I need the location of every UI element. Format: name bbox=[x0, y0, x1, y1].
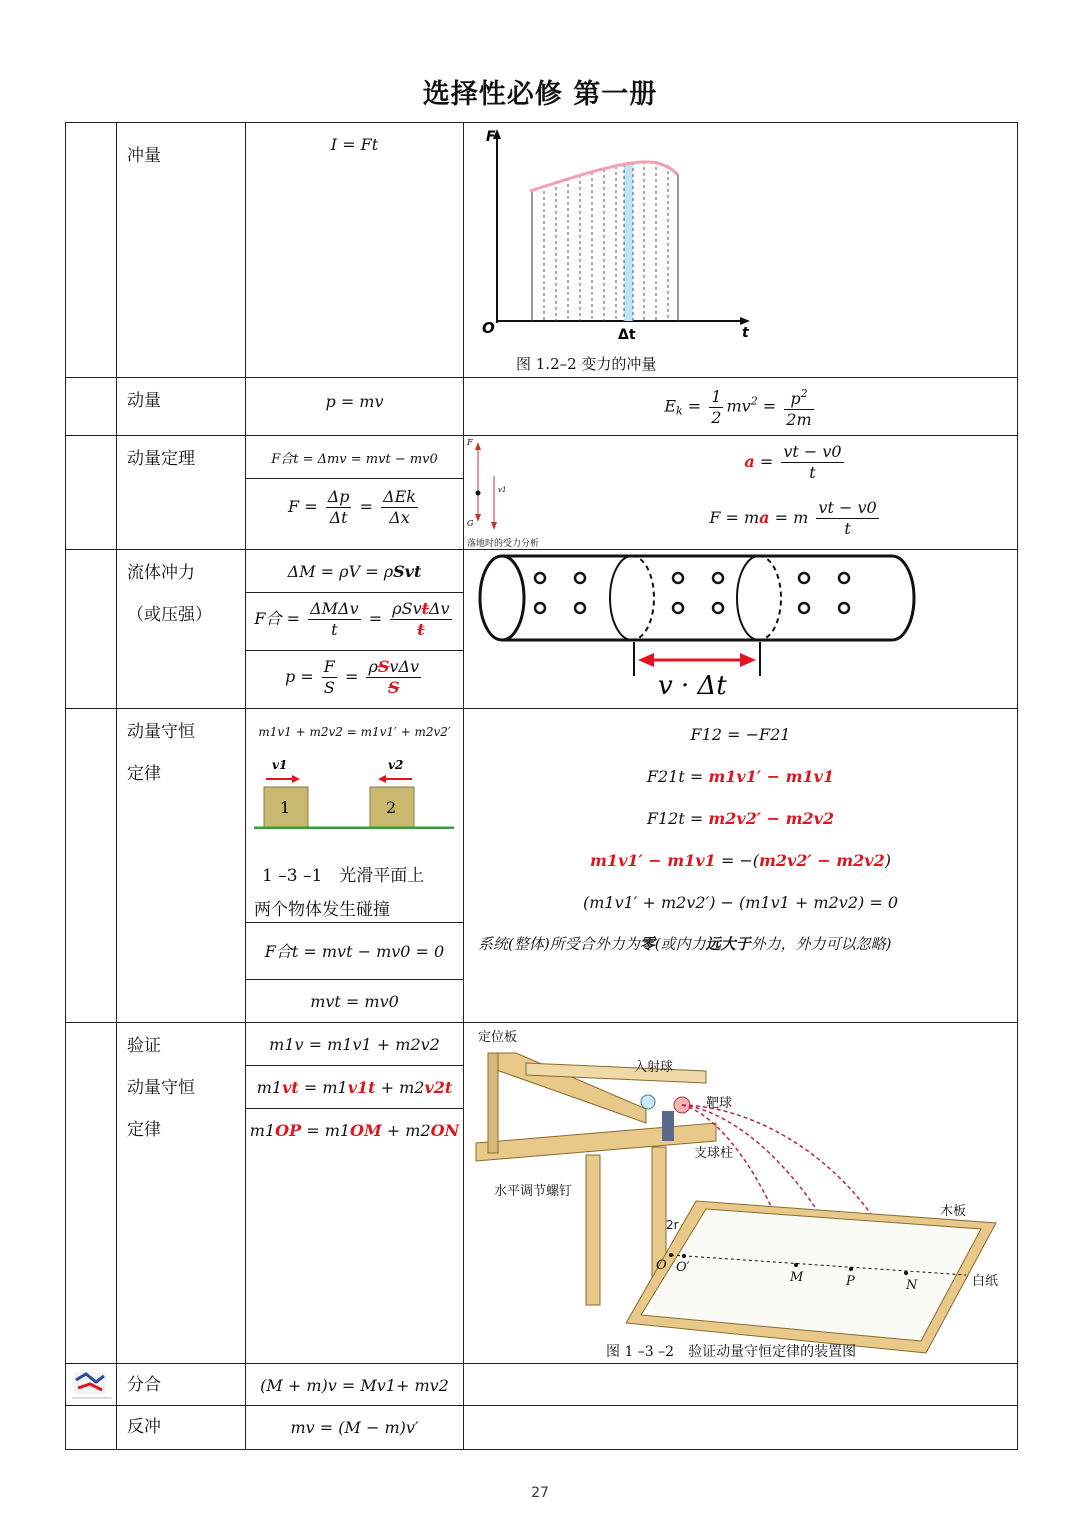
label-point-o-prime: O′ bbox=[676, 1260, 690, 1275]
recoil-empty-cell bbox=[463, 1405, 1018, 1450]
collision-diagram bbox=[254, 749, 454, 829]
axis-t-label: t bbox=[742, 325, 749, 341]
impulse-graph bbox=[472, 123, 772, 379]
fluid-formula1-cell bbox=[245, 549, 464, 593]
conservation-figure-cell bbox=[245, 708, 464, 923]
derivation-line-4: m1v1′ − m1v1 = −(m2v2′ − m2v2) bbox=[590, 851, 891, 870]
fluid-label-cell bbox=[116, 549, 246, 709]
derivation-line-2: F21t = m1v1′ − m1v1 bbox=[646, 767, 835, 786]
derivation-line-5: (m1v1′ + m2v2′) − (m1v1 + m2v2) = 0 bbox=[582, 893, 898, 912]
verify-formula2-cell bbox=[245, 1065, 464, 1109]
fluid-formula3: p = $\frac{F}{S}$ = $\frac{\text{ρSvΔv}}{S}$ bbox=[284, 657, 420, 697]
derivation-line-1: F12 = −F21 bbox=[690, 725, 791, 744]
label-incident-ball: 入射球 bbox=[634, 1060, 674, 1075]
label-point-n: N bbox=[906, 1278, 918, 1293]
v1-label: v1 bbox=[272, 758, 288, 772]
collision-caption-2: 两个物体发生碰撞 bbox=[254, 900, 390, 920]
recoil-formula: mv = (M − m)v′ bbox=[290, 1418, 419, 1437]
pipe-length-label: v · Δt bbox=[658, 671, 727, 701]
diagram-g-label: G bbox=[467, 519, 474, 528]
impulse-figure-cell bbox=[463, 122, 1018, 378]
fluid-formula3-cell bbox=[245, 650, 464, 709]
conservation-formula2-cell bbox=[245, 922, 464, 980]
conservation-derivation-cell bbox=[463, 708, 1018, 1023]
recoil-label: 反冲 bbox=[127, 1417, 161, 1437]
impulse-label: 冲量 bbox=[127, 146, 161, 166]
landing-force-diagram bbox=[464, 436, 554, 548]
verify-formula2: m1vt = m1v1t + m2v2t bbox=[256, 1078, 453, 1097]
verify-formula3: m1OP = m1OM + m2ON bbox=[249, 1121, 460, 1140]
collision-caption-1: 1 –3 –1 光滑平面上 bbox=[262, 866, 425, 886]
impulse-figure-caption: 图 1.2–2 变力的冲量 bbox=[516, 355, 657, 373]
row-icon-cell bbox=[65, 377, 117, 436]
conservation-label-cell bbox=[116, 708, 246, 1023]
label-two-r: 2r bbox=[666, 1218, 679, 1232]
verify-label-1: 验证 bbox=[127, 1036, 161, 1056]
theorem-formula1-cell bbox=[245, 435, 464, 479]
recoil-label-cell bbox=[116, 1405, 246, 1450]
delta-t-label: Δt bbox=[618, 327, 636, 343]
kinetic-energy-formula: $E_k$ = $\frac{1}{2}$ $mv^2$ = $\frac{p^2}{2m}$ bbox=[664, 386, 812, 429]
label-white-paper: 白纸 bbox=[972, 1274, 999, 1289]
fluid-pipe-diagram bbox=[472, 550, 932, 708]
fluid-formula2-cell bbox=[245, 592, 464, 651]
page-title: 选择性必修 第一册 bbox=[422, 79, 658, 110]
theorem-formula2-cell bbox=[245, 478, 464, 550]
v2-label: v2 bbox=[388, 758, 404, 772]
theorem-formula2: F = $\frac{\Delta p}{\Delta t}$ = $\frac{\text{ΔEk}}{\Delta x}$ bbox=[288, 487, 416, 527]
theorem-right-cell bbox=[463, 435, 1018, 550]
thumbnail-image bbox=[68, 1366, 116, 1404]
fluid-formula1: ΔM = ρV = ρSvt bbox=[287, 562, 422, 581]
axis-f-label: F bbox=[486, 129, 496, 145]
row-icon-cell bbox=[65, 549, 117, 709]
fluid-pipe-cell bbox=[463, 549, 1018, 709]
verify-label-cell bbox=[116, 1022, 246, 1364]
split-label: 分合 bbox=[127, 1375, 161, 1395]
derivation-line-3: F12t = m2v2′ − m2v2 bbox=[646, 809, 835, 828]
label-leveling-screw: 水平调节螺钉 bbox=[494, 1184, 573, 1199]
impulse-formula: I = Ft bbox=[330, 135, 379, 154]
block-1-label: 1 bbox=[280, 798, 291, 817]
verify-apparatus-cell bbox=[463, 1022, 1018, 1364]
conservation-formula3-cell bbox=[245, 979, 464, 1023]
diagram-caption: 落地时的受力分析 bbox=[467, 539, 540, 549]
origin-label: O bbox=[482, 319, 495, 337]
label-point-m: M bbox=[790, 1270, 804, 1285]
conservation-formula2: F合t = mvt − mv0 = 0 bbox=[264, 942, 445, 961]
row-icon-cell bbox=[65, 708, 117, 1023]
verify-formula1-cell bbox=[245, 1022, 464, 1066]
fluid-label-2: （或压强） bbox=[127, 605, 212, 625]
split-formula: (M + m)v = Mv1+ mv2 bbox=[260, 1376, 449, 1395]
impulse-formula-cell bbox=[245, 122, 464, 378]
label-wood-board: 木板 bbox=[940, 1204, 967, 1219]
kinetic-energy-cell bbox=[463, 377, 1018, 436]
theorem-label: 动量定理 bbox=[127, 449, 195, 469]
momentum-label: 动量 bbox=[127, 391, 161, 411]
diagram-v-label: v1 bbox=[498, 486, 507, 494]
theorem-label-cell bbox=[116, 435, 246, 550]
verify-formula1: m1v = m1v1 + m2v2 bbox=[269, 1035, 440, 1054]
split-label-cell bbox=[116, 1363, 246, 1406]
row-icon-cell bbox=[65, 435, 117, 550]
row-icon-cell bbox=[65, 1405, 117, 1450]
row-icon-cell bbox=[65, 1363, 117, 1406]
conservation-formula1: m1v1 + m2v2 = m1v1′ + m2v2′ bbox=[258, 725, 451, 739]
page-number: 27 bbox=[531, 1485, 549, 1501]
conservation-formula3: mvt = mv0 bbox=[310, 992, 399, 1011]
momentum-formula: p = mv bbox=[325, 392, 384, 411]
label-ball-post: 支球柱 bbox=[694, 1146, 734, 1161]
impulse-label-cell bbox=[116, 122, 246, 378]
label-point-p: P bbox=[846, 1274, 855, 1289]
block-2-label: 2 bbox=[386, 798, 397, 817]
label-target-ball: 靶球 bbox=[706, 1096, 733, 1111]
split-empty-cell bbox=[463, 1363, 1018, 1406]
fluid-formula2: F合 = $\frac{\text{ΔMΔv}}{t}$ = $\frac{\text{ρSvtΔv}}{t}$ bbox=[254, 599, 450, 639]
row-icon-cell bbox=[65, 122, 117, 378]
label-positioning-board: 定位板 bbox=[478, 1030, 518, 1045]
collision-apparatus-diagram bbox=[466, 1023, 1016, 1363]
verify-formula3-cell bbox=[245, 1108, 464, 1364]
momentum-formula-cell bbox=[245, 377, 464, 436]
row-icon-cell bbox=[65, 1022, 117, 1364]
acceleration-formula: a = $\frac{vt - v0}{t}$ bbox=[744, 442, 842, 482]
label-point-o: O bbox=[656, 1258, 667, 1273]
verify-label-2: 动量守恒 bbox=[127, 1078, 195, 1098]
newton-second-law-formula: F = ma = m $\frac{vt - v0}{t}$ bbox=[709, 498, 877, 538]
split-formula-cell bbox=[245, 1363, 464, 1406]
theorem-formula1: F合t = Δmv = mvt − mv0 bbox=[271, 452, 438, 467]
recoil-formula-cell bbox=[245, 1405, 464, 1450]
diagram-f-label: F bbox=[467, 438, 473, 447]
momentum-label-cell bbox=[116, 377, 246, 436]
conservation-label-1: 动量守恒 bbox=[127, 722, 195, 742]
verify-label-3: 定律 bbox=[127, 1120, 161, 1140]
apparatus-caption: 图 1 –3 –2 验证动量守恒定律的装置图 bbox=[606, 1344, 857, 1360]
conservation-condition: 系统(整体)所受合外力为零(或内力远大于外力，外力可以忽略) bbox=[478, 935, 892, 953]
fluid-label-1: 流体冲力 bbox=[127, 563, 195, 583]
conservation-label-2: 定律 bbox=[127, 764, 161, 784]
